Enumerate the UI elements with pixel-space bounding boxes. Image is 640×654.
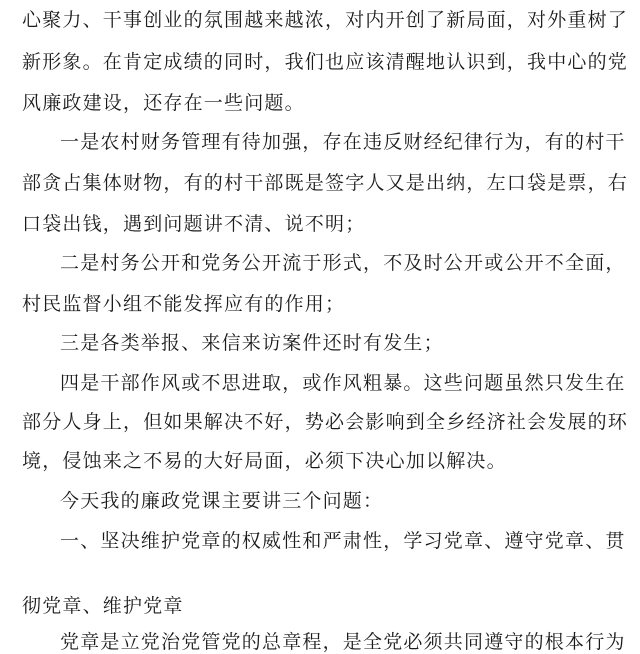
text-line: 三是各类举报、来信来访案件还时有发生； (60, 332, 444, 354)
text-line: 新形象。在肯定成绩的同时，我们也应该清醒地认识到，我中心的党 (22, 51, 629, 73)
text-line: 风廉政建设，还存在一些问题。 (22, 92, 305, 114)
text-line: 四是干部作风或不思进取，或作风粗暴。这些问题虽然只发生在 (60, 372, 626, 394)
text-line: 今天我的廉政党课主要讲三个问题： (60, 490, 384, 512)
text-line: 一、坚决维护党章的权威性和严肃性，学习党章、遵守党章、贯 (60, 530, 626, 552)
text-line: 村民监督小组不能发挥应有的作用； (22, 293, 346, 315)
text-line: 部分人身上，但如果解决不好，势必会影响到全乡经济社会发展的环 (22, 411, 629, 433)
text-line: 党章是立党治党管党的总章程，是全党必须共同遵守的根本行为 (60, 631, 626, 653)
text-line: 彻党章、维护党章 (22, 595, 184, 617)
text-line: 口袋出钱，遇到问题讲不清、说不明； (22, 213, 366, 235)
text-line: 心聚力、干事创业的氛围越来越浓，对内开创了新局面，对外重树了 (22, 9, 629, 31)
text-line: 一是农村财务管理有待加强，存在违反财经纪律行为，有的村干 (60, 131, 626, 153)
text-line: 二是村务公开和党务公开流于形式，不及时公开或公开不全面， (60, 252, 626, 274)
text-line: 境，侵蚀来之不易的大好局面，必须下决心加以解决。 (22, 450, 507, 472)
text-line: 部贪占集体财物，有的村干部既是签字人又是出纳，左口袋是票，右 (22, 172, 629, 194)
